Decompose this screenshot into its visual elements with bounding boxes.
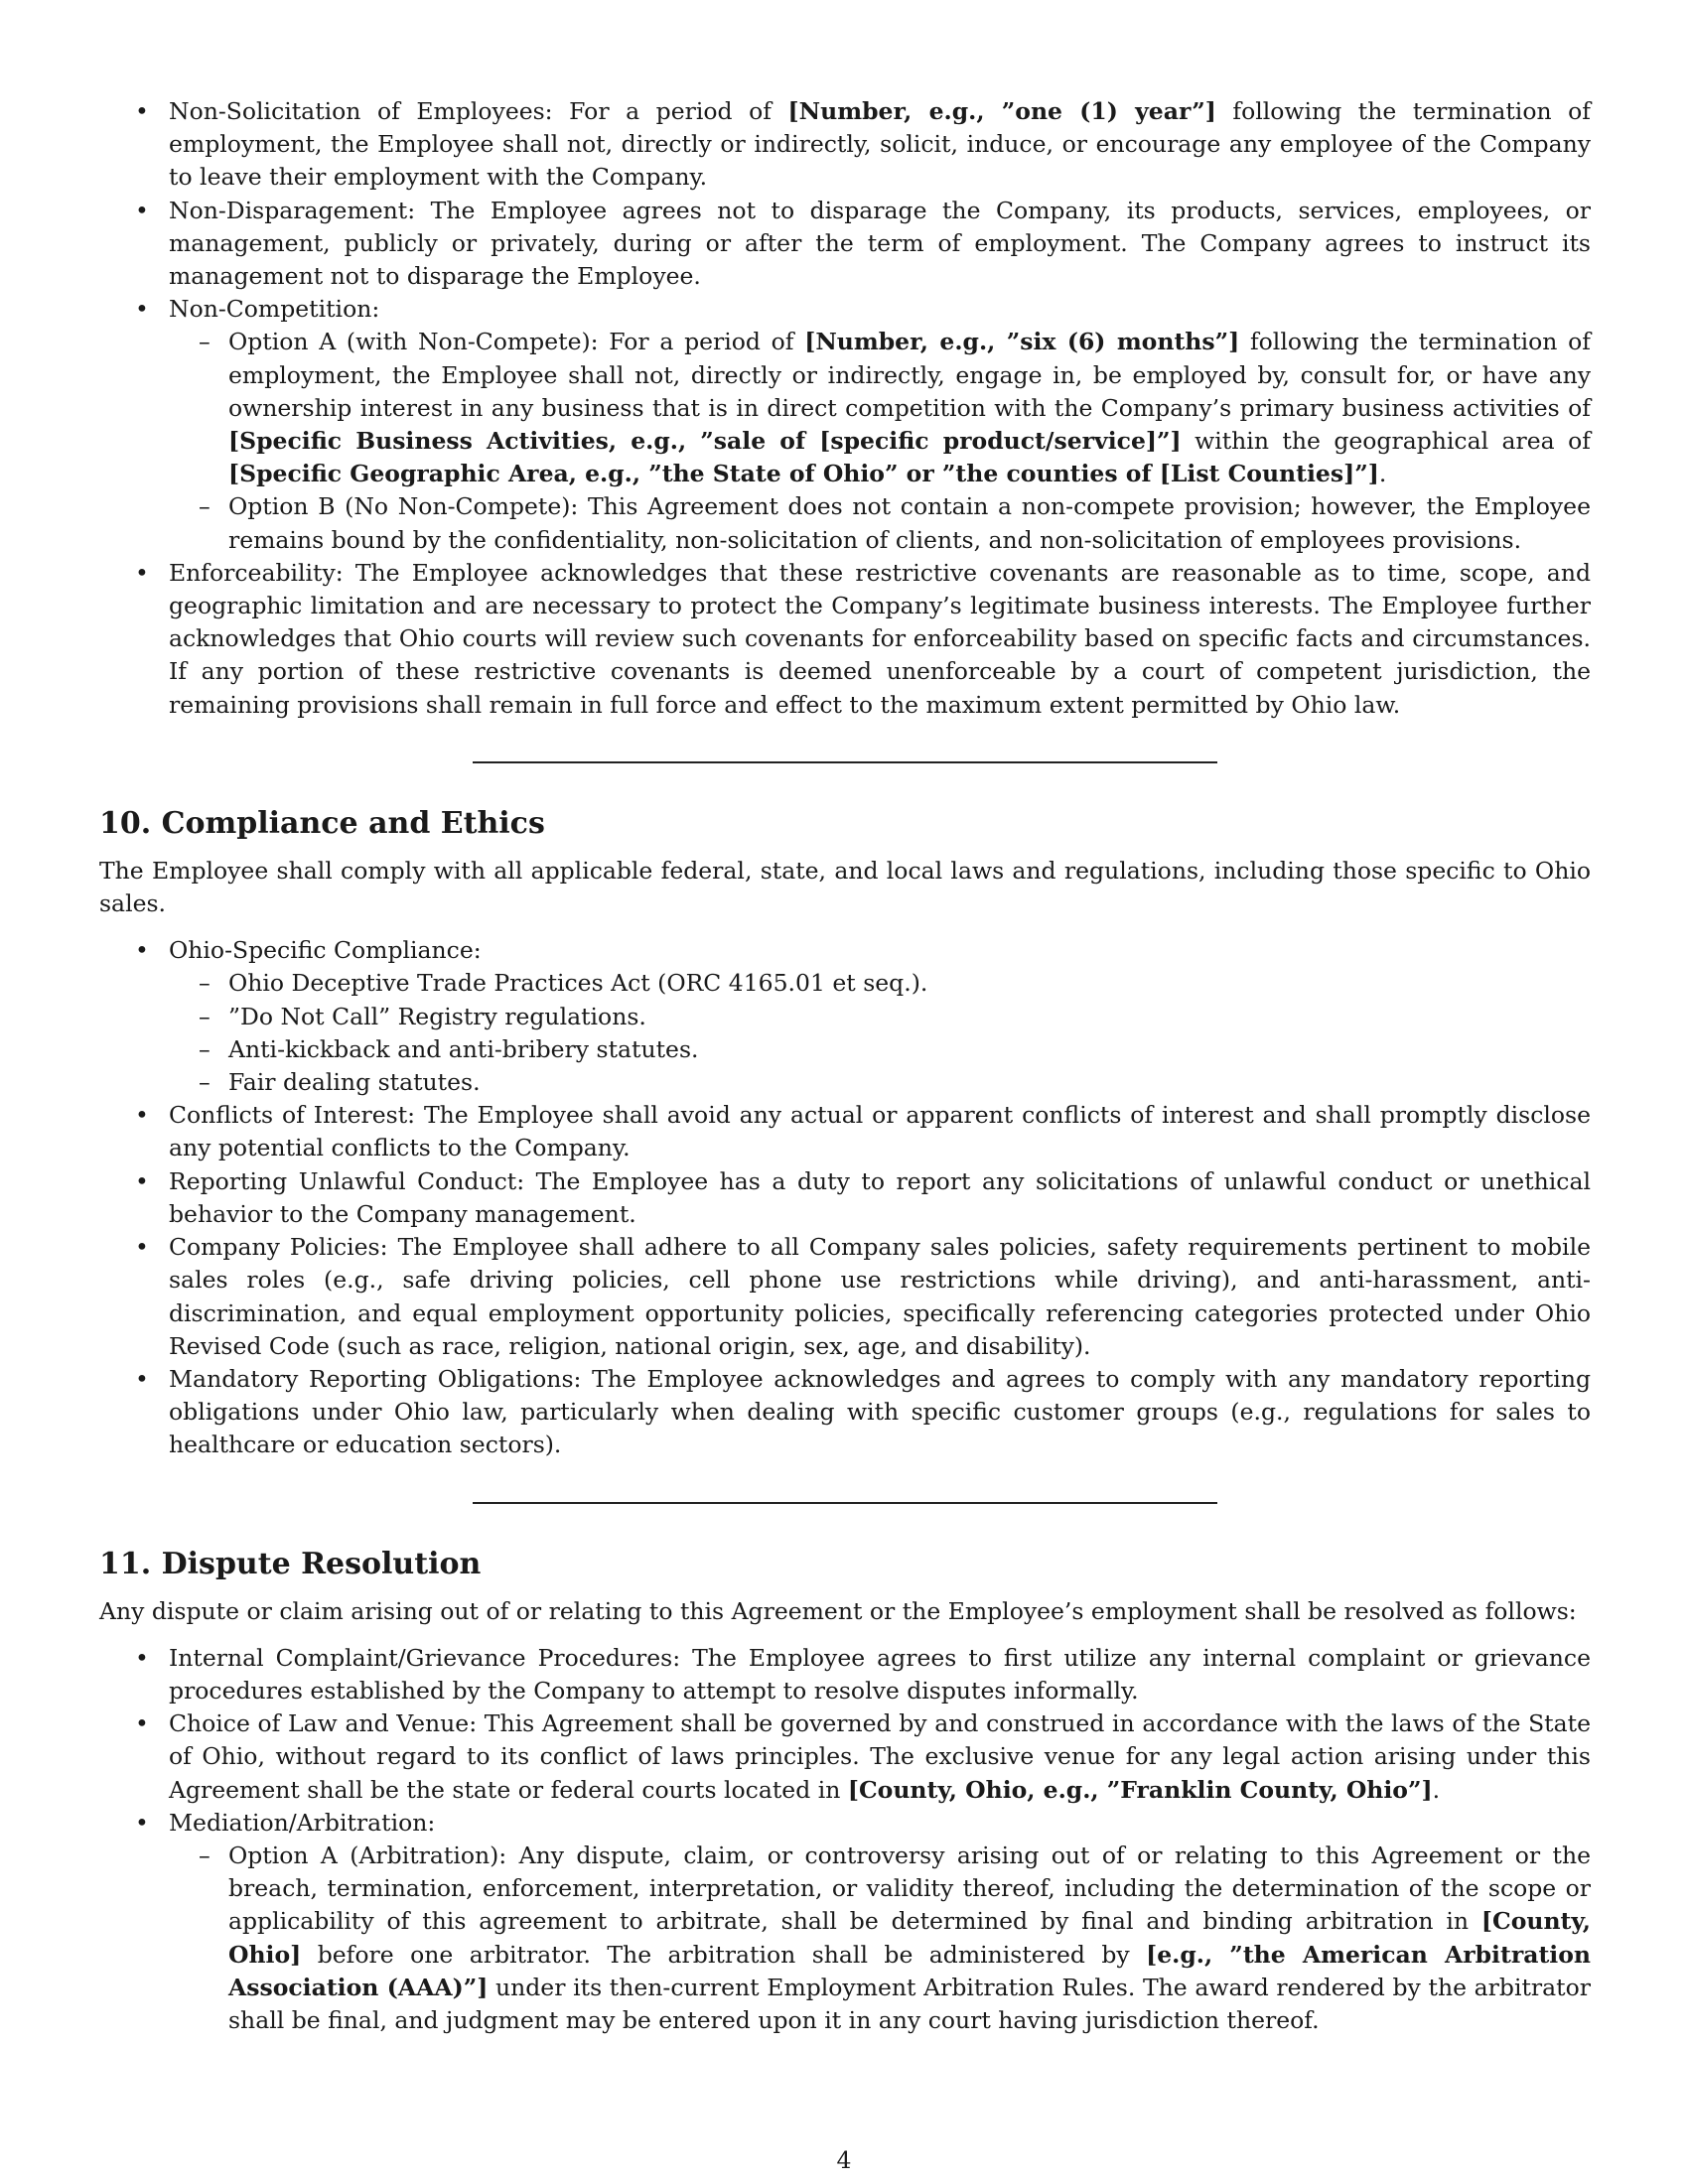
placeholder-field: [Specific Business Activities, e.g., ”sale of [specific product/service]”] <box>228 427 1182 456</box>
text-run: Enforceability: The Employee acknowledges that these restrictive covenants are reasonable as to time, scope, and geographic limitation and are necessary to protect the Company’s legitimate business interests. The Employee further acknowledges that Ohio courts will review such covenants for enforceability based on specific facts and circumstances. If any portion of these restrictive covenants is deemed unenforceable by a court of competent jurisdiction, the remaining provisions shall remain in full force and effect to the maximum extent permitted by Ohio law. <box>169 558 1591 719</box>
list-item <box>99 557 1591 722</box>
text-run: Mediation/Arbitration: <box>169 1808 436 1837</box>
placeholder-field: [Number, e.g., ”six (6) months”] <box>804 328 1240 356</box>
sub-list-item <box>169 326 1591 490</box>
list-item <box>99 1231 1591 1363</box>
document-page <box>99 95 1591 2037</box>
section-11-list <box>99 1642 1591 2037</box>
sub-list-item <box>169 967 1591 1000</box>
text-run: Ohio Deceptive Trade Practices Act (ORC 4165.01 et seq.). <box>228 969 928 998</box>
text-run: Option A (with Non-Compete): For a period of <box>228 328 805 356</box>
list-item <box>99 1807 1591 2037</box>
text-run: . <box>1432 1775 1441 1804</box>
text-run: Anti-kickback and anti-bribery statutes. <box>228 1034 699 1063</box>
section-11-intro: Any dispute or claim arising out of or relating to this Agreement or the Employee’s employment shall be resolved as follows: <box>99 1596 1577 1625</box>
list-item <box>99 1707 1591 1807</box>
placeholder-field: [County, Ohio] <box>228 1907 1591 1969</box>
text-run: Internal Complaint/Grievance Procedures: The Employee agrees to first utilize any internal complaint or grievance procedures established by the Company to attempt to resolve disputes informally. <box>169 1643 1591 1705</box>
text-run: Non-Solicitation of Employees: For a period of <box>169 97 788 125</box>
text-run: before one arbitrator. The arbitration shall be administered by <box>301 1940 1147 1969</box>
section-9-list <box>99 95 1591 722</box>
section-divider <box>473 761 1217 763</box>
text-run: under its then-current Employment Arbitration Rules. The award rendered by the arbitrator shall be final, and judgment may be entered upon it in any court having jurisdiction thereof. <box>228 1973 1591 2034</box>
sub-list-item <box>169 1066 1591 1099</box>
sub-list-item <box>169 1840 1591 2037</box>
text-run: Reporting Unlawful Conduct: The Employee has a duty to report any solicitations of unlawful conduct or unethical behavior to the Company management. <box>169 1166 1591 1228</box>
sub-list-item <box>169 490 1591 556</box>
section-11-heading: 11. Dispute Resolution <box>99 1546 482 1581</box>
list-item <box>99 1165 1591 1231</box>
sub-list-item <box>169 1033 1591 1066</box>
text-run: Option A (Arbitration): Any dispute, claim, or controversy arising out of or relating to this Agreement or the breach, termination, enforcement, interpretation, or validity thereof, including the determination of the scope or applicability of this agreement to arbitrate, shall be determined by final and binding arbitration in <box>228 1841 1591 1936</box>
text-run: Mandatory Reporting Obligations: The Employee acknowledges and agrees to comply with any mandatory reporting obligations under Ohio law, particularly when dealing with specific customer groups (e.g., regulations for sales to healthcare or education sectors). <box>169 1364 1591 1459</box>
text-run: Non-Competition: <box>169 295 380 324</box>
list-item <box>99 1363 1591 1462</box>
text-run: following the termination of employment, the Employee shall not, directly or indirectly, engage in, be employed by, consult for, or have any ownership interest in any business that is in direct competition with the Company’s primary business activities of <box>228 328 1591 422</box>
list-item <box>99 934 1591 1099</box>
section-10-intro: The Employee shall comply with all applicable federal, state, and local laws and regulations, including those specific to Ohio sales. <box>99 856 1591 918</box>
text-run: Option B (No Non-Compete): This Agreement does not contain a non-compete provision; however, the Employee remains bound by the confidentiality, non-solicitation of clients, and non-solicitation of employees provisions. <box>228 492 1591 554</box>
sub-list <box>169 967 1591 1099</box>
text-run: . <box>1378 460 1387 488</box>
text-run: ”Do Not Call” Registry regulations. <box>228 1002 646 1030</box>
section-10-list <box>99 934 1591 1461</box>
list-item <box>99 1642 1591 1707</box>
text-run: Choice of Law and Venue: This Agreement shall be governed by and construed in accordance with the laws of the State of Ohio, without regard to its conflict of laws principles. The exclusive venue for any legal action arising under this Agreement shall be the state or federal courts located in <box>169 1709 1591 1804</box>
text-run: Fair dealing statutes. <box>228 1068 481 1097</box>
list-item <box>99 195 1591 294</box>
text-run: Ohio-Specific Compliance: <box>169 936 482 965</box>
placeholder-field: [County, Ohio, e.g., ”Franklin County, Ohio”] <box>847 1775 1433 1804</box>
sub-list <box>169 326 1591 556</box>
section-10-heading: 10. Compliance and Ethics <box>99 805 545 841</box>
page-number: 4 <box>836 2146 852 2174</box>
text-run: Conflicts of Interest: The Employee shall avoid any actual or apparent conflicts of interest and shall promptly disclose any potential conflicts to the Company. <box>169 1101 1591 1162</box>
text-run: Company Policies: The Employee shall adhere to all Company sales policies, safety requirements pertinent to mobile sales roles (e.g., safe driving policies, cell phone use restrictions while driving), and anti-harassment, anti-discrimination, and equal employment opportunity policies, specifically referencing categories protected under Ohio Revised Code (such as race, religion, national origin, sex, age, and disability). <box>169 1233 1591 1360</box>
section-divider <box>473 1502 1217 1504</box>
text-run: following the termination of employment, the Employee shall not, directly or indirectly, solicit, induce, or encourage any employee of the Company to leave their employment with the Company. <box>169 97 1591 192</box>
list-item <box>99 95 1591 195</box>
list-item <box>99 293 1591 557</box>
placeholder-field: [Number, e.g., ”one (1) year”] <box>787 97 1216 125</box>
placeholder-field: [Specific Geographic Area, e.g., ”the State of Ohio” or ”the counties of [List Counties]”] <box>228 460 1379 488</box>
placeholder-field: [e.g., ”the American Arbitration Association (AAA)”] <box>228 1940 1591 2001</box>
sub-list-item <box>169 1001 1591 1033</box>
text-run: Non-Disparagement: The Employee agrees not to disparage the Company, its products, services, employees, or management, publicly or privately, during or after the term of employment. The Company agrees to instruct its management not to disparage the Employee. <box>169 196 1591 291</box>
list-item <box>99 1099 1591 1164</box>
text-run: within the geographical area of <box>1181 427 1591 456</box>
sub-list <box>169 1840 1591 2037</box>
